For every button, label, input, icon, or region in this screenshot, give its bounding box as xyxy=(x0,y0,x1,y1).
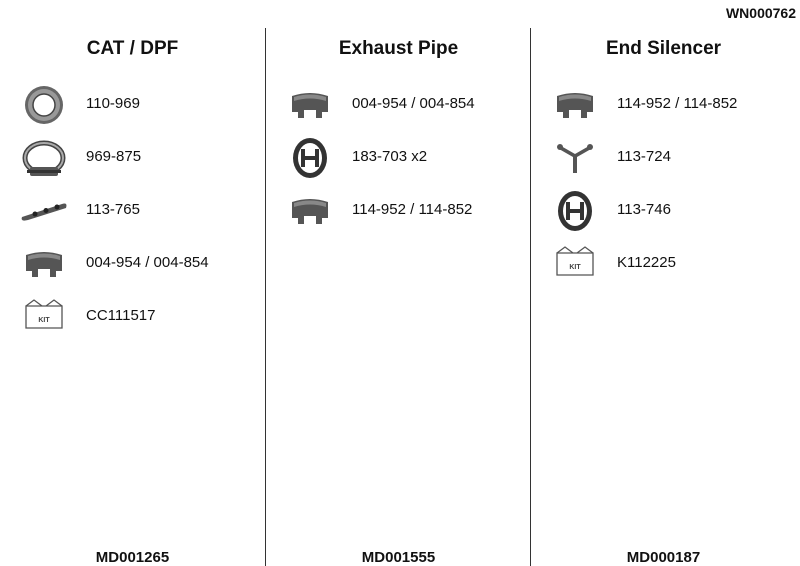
part-item[interactable] xyxy=(531,80,796,130)
part-number: 004-954 / 004-854 xyxy=(352,95,475,112)
column-footer-code: MD001555 xyxy=(361,549,436,566)
column-footer-code: MD001265 xyxy=(95,549,170,566)
rubber-hanger-ring-icon xyxy=(282,133,338,183)
part-item[interactable] xyxy=(266,133,531,183)
part-item[interactable] xyxy=(531,133,796,183)
svg-text:KIT: KIT xyxy=(569,264,581,271)
bracket-bar-icon xyxy=(16,186,72,236)
part-item[interactable] xyxy=(531,186,796,236)
column-title: CAT / DPF xyxy=(86,38,179,59)
gasket-ring-icon xyxy=(16,80,72,130)
part-item[interactable] xyxy=(0,80,265,130)
part-item[interactable] xyxy=(0,239,265,289)
part-item[interactable] xyxy=(266,80,531,130)
column-title: End Silencer xyxy=(605,38,722,59)
part-item[interactable] xyxy=(0,186,265,236)
column-end-silencer xyxy=(531,0,796,566)
kit-box-icon xyxy=(16,292,72,342)
part-number: 969-875 xyxy=(86,148,142,165)
column-title: Exhaust Pipe xyxy=(338,38,459,59)
part-number: 113-724 xyxy=(617,148,671,165)
part-item[interactable] xyxy=(0,133,265,183)
rubber-mount-icon xyxy=(547,80,603,130)
rubber-mount-icon xyxy=(282,80,338,130)
column-cat-dpf xyxy=(0,0,265,566)
column-footer-code: MD000187 xyxy=(626,549,701,566)
rubber-mount-icon xyxy=(16,239,72,289)
part-number: 183-703 x2 xyxy=(352,148,428,165)
pipe-clamp-icon xyxy=(16,133,72,183)
part-number: 114-952 / 114-852 xyxy=(352,201,473,218)
rubber-mount-icon xyxy=(282,186,338,236)
part-number: 004-954 / 004-854 xyxy=(86,254,209,271)
part-item[interactable] xyxy=(531,239,796,289)
rubber-hanger-ring-icon xyxy=(547,186,603,236)
y-hanger-icon xyxy=(547,133,603,183)
part-item[interactable] xyxy=(0,292,265,342)
part-number: CC111517 xyxy=(86,307,156,324)
reference-number: WN000762 xyxy=(725,5,796,21)
column-exhaust-pipe xyxy=(266,0,531,566)
part-number: 113-746 xyxy=(617,201,671,218)
svg-text:KIT: KIT xyxy=(38,317,50,324)
part-item[interactable] xyxy=(266,186,531,236)
part-number: K112225 xyxy=(617,254,676,271)
kit-box-icon xyxy=(547,239,603,289)
part-number: 110-969 xyxy=(86,95,140,112)
part-number: 113-765 xyxy=(86,201,140,218)
part-number: 114-952 / 114-852 xyxy=(617,95,738,112)
